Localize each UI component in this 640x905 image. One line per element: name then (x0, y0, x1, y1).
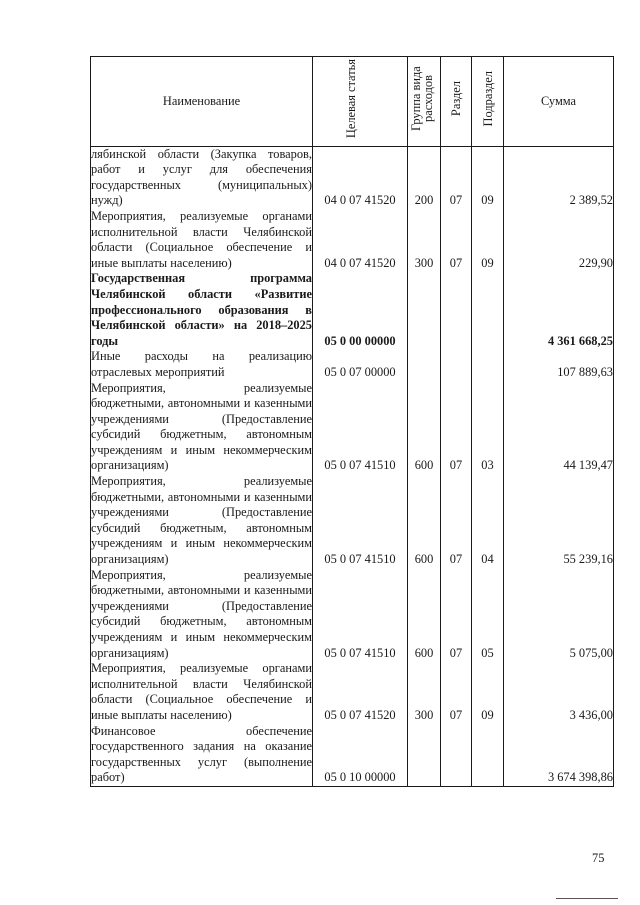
cell-subsection: 04 (472, 474, 504, 568)
table-row (91, 661, 614, 723)
cell-group: 600 (408, 381, 441, 475)
cell-subsection: 09 (472, 146, 504, 209)
budget-table (90, 56, 614, 787)
cell-target: 05 0 10 00000 (313, 724, 408, 787)
cell-sum: 107 889,63 (504, 349, 614, 380)
table-row (91, 724, 614, 787)
cell-group (408, 349, 441, 380)
cell-section: 07 (441, 381, 472, 475)
cell-group: 600 (408, 568, 441, 662)
cell-target: 05 0 07 00000 (313, 349, 408, 380)
cell-section: 07 (441, 568, 472, 662)
table-header-row (91, 57, 614, 147)
table-row (91, 381, 614, 475)
cell-name: Иные расходы на реализацию отраслевых мероприятий (91, 349, 312, 379)
table-row (91, 146, 614, 209)
table-row (91, 568, 614, 662)
cell-name: Финансовое обеспечение государственного задания на оказание государственных услуг (выполнение работ) (91, 724, 313, 787)
cell-name: Мероприятия, реализуемые бюджетными, автономными и казенными учреждениями (Предоставление субсидий бюджетным, автономным учреждениям и иным некоммерческим организациям) (91, 567, 312, 660)
header-sum: Сумма (504, 57, 614, 147)
cell-group: 600 (408, 474, 441, 568)
cell-subsection (472, 349, 504, 380)
cell-group (408, 271, 441, 349)
cell-target: 04 0 07 41520 (313, 146, 408, 209)
cell-name: лябинской области (Закупка товаров, работ и услуг для обеспечения государственных (муниципальных) нужд) (91, 146, 312, 208)
cell-name: Мероприятия, реализуемые органами исполнительной власти Челябинской области (Социальное обеспечение и иные выплаты населению) (91, 661, 312, 722)
cell-group: 300 (408, 209, 441, 271)
cell-section: 07 (441, 209, 472, 271)
cell-name: Мероприятия, реализуемые бюджетными, автономными и казенными учреждениями (Предоставление субсидий бюджетным, автономным учреждениям и иным некоммерческим организациям) (91, 474, 312, 567)
cell-target: 05 0 07 41510 (313, 381, 408, 475)
cell-sum: 5 075,00 (504, 568, 614, 662)
table-row (91, 349, 614, 380)
cell-target: 05 0 07 41510 (313, 568, 408, 662)
header-group: Группа вида расходов (408, 57, 441, 147)
table-row (91, 271, 614, 349)
cell-group (408, 724, 441, 787)
cell-sum: 44 139,47 (504, 381, 614, 475)
cell-name: Государственная программа Челябинской области «Развитие профессионального образования в Челябинской области» на 2018–2025 годы (91, 271, 312, 348)
cell-subsection: 09 (472, 661, 504, 723)
cell-sum: 229,90 (504, 209, 614, 271)
cell-subsection: 05 (472, 568, 504, 662)
cell-section: 07 (441, 146, 472, 209)
cell-subsection (472, 724, 504, 787)
cell-target: 05 0 07 41520 (313, 661, 408, 723)
cell-subsection: 09 (472, 209, 504, 271)
table-row (91, 474, 614, 568)
cell-section: 07 (441, 661, 472, 723)
cell-sum: 4 361 668,25 (504, 271, 614, 349)
cell-target: 05 0 00 00000 (313, 271, 408, 349)
cell-sum: 2 389,52 (504, 146, 614, 209)
cell-target: 04 0 07 41520 (313, 209, 408, 271)
table-row (91, 209, 614, 271)
cell-name: Мероприятия, реализуемые бюджетными, автономными и казенными учреждениями (Предоставление субсидий бюджетным, автономным учреждениям и иным некоммерческим организациям) (91, 380, 312, 473)
cell-target: 05 0 07 41510 (313, 474, 408, 568)
cell-subsection (472, 271, 504, 349)
header-name: Наименование (91, 57, 313, 147)
cell-group: 300 (408, 661, 441, 723)
header-target: Целевая статья (313, 57, 408, 147)
cell-group: 200 (408, 146, 441, 209)
cell-sum: 3 436,00 (504, 661, 614, 723)
cell-section (441, 271, 472, 349)
cell-section (441, 349, 472, 380)
cell-section (441, 724, 472, 787)
header-subsection: Подраздел (472, 57, 504, 147)
cell-subsection: 03 (472, 381, 504, 475)
cell-sum: 3 674 398,86 (504, 724, 614, 787)
cell-name: Мероприятия, реализуемые органами исполнительной власти Челябинской области (Социальное обеспечение и иные выплаты населению) (91, 208, 312, 270)
page-number: 75 (592, 851, 605, 865)
cell-section: 07 (441, 474, 472, 568)
cell-sum: 55 239,16 (504, 474, 614, 568)
footer-rule (556, 898, 618, 899)
header-section: Раздел (441, 57, 472, 147)
